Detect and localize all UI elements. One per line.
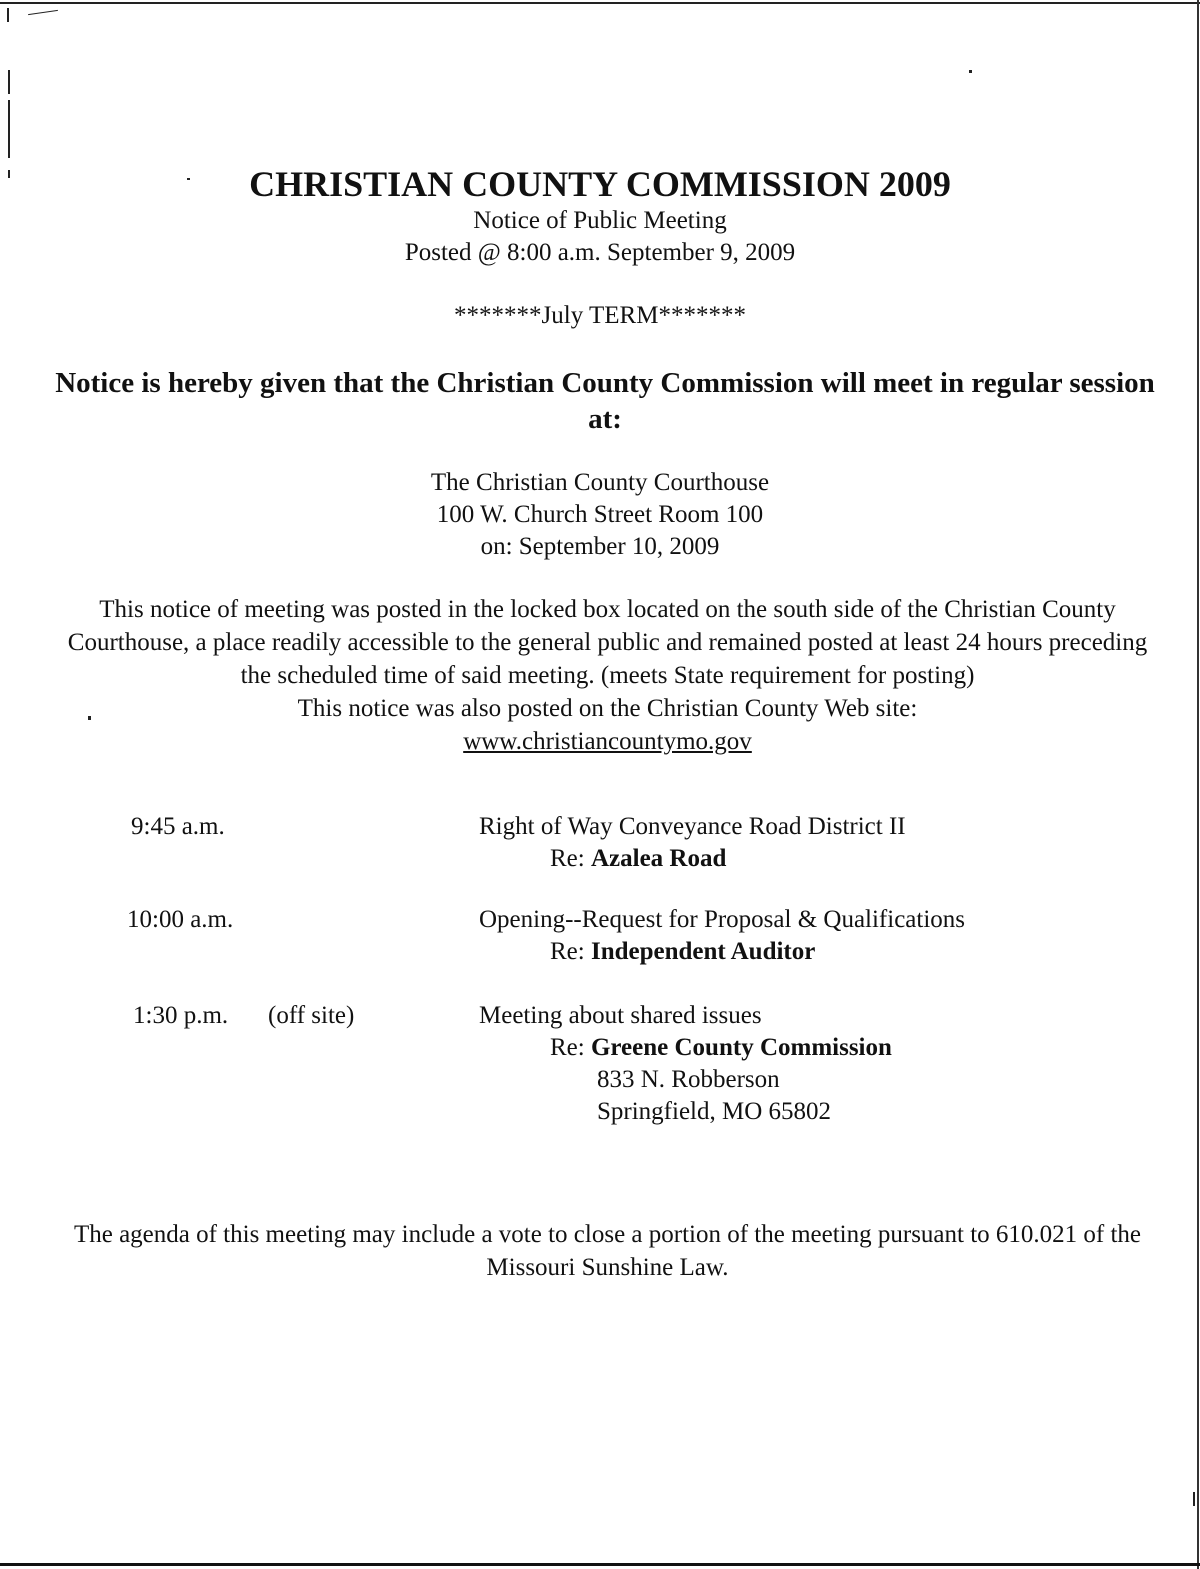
scan-mark bbox=[1193, 1492, 1195, 1506]
re-subject: Greene County Commission bbox=[590, 1034, 892, 1061]
agenda-item bbox=[479, 1000, 892, 1128]
notice-subtitle: Notice of Public Meeting bbox=[473, 207, 727, 234]
scan-mark bbox=[969, 70, 972, 73]
location-building: The Christian County Courthouse bbox=[430, 469, 770, 496]
agenda-re-line bbox=[479, 936, 965, 968]
session-notice: Notice is hereby given that the Christian County Commission will meet in regular session at: bbox=[55, 367, 1155, 435]
scan-border-bottom bbox=[0, 1563, 1200, 1566]
agenda-note: (off site) bbox=[268, 1002, 355, 1029]
agenda-re-line bbox=[479, 1032, 892, 1064]
closing-statement: The agenda of this meeting may include a vote to close a portion of the meeting pursuant to 610.021 of the Missouri Sunshine Law. bbox=[73, 1221, 1142, 1281]
website-link[interactable]: www.christiancountymo.gov bbox=[463, 728, 752, 755]
agenda-description: Opening--Request for Proposal & Qualifications bbox=[479, 906, 966, 933]
agenda-time: 9:45 a.m. bbox=[131, 813, 225, 840]
re-prefix: Re: bbox=[550, 845, 591, 872]
re-prefix: Re: bbox=[550, 1034, 591, 1061]
re-subject: Azalea Road bbox=[590, 845, 727, 872]
agenda-address-line: 833 N. Robberson bbox=[597, 1066, 780, 1093]
agenda-re-line bbox=[479, 843, 906, 875]
scan-mark bbox=[8, 70, 10, 94]
scan-mark bbox=[28, 10, 58, 15]
page-title: CHRISTIAN COUNTY COMMISSION 2009 bbox=[249, 164, 951, 204]
location-street: 100 W. Church Street Room 100 bbox=[436, 501, 764, 528]
agenda-address-line: Springfield, MO 65802 bbox=[597, 1098, 832, 1125]
scan-mark bbox=[8, 100, 10, 158]
scan-border-top bbox=[0, 2, 1200, 4]
meeting-location bbox=[0, 467, 1200, 563]
agenda-description: Meeting about shared issues bbox=[479, 1002, 762, 1029]
web-posting-line: This notice was also posted on the Christian County Web site: bbox=[297, 695, 918, 722]
agenda-time: 1:30 p.m. bbox=[133, 1002, 229, 1029]
agenda-item bbox=[479, 904, 965, 968]
agenda-item bbox=[479, 811, 906, 875]
term-label: *******July TERM******* bbox=[454, 302, 746, 329]
posted-timestamp: Posted @ 8:00 a.m. September 9, 2009 bbox=[404, 239, 796, 266]
posting-statement bbox=[50, 593, 1165, 758]
location-date: on: September 10, 2009 bbox=[480, 533, 720, 560]
agenda-time: 10:00 a.m. bbox=[127, 906, 234, 933]
posting-paragraph: This notice of meeting was posted in the locked box located on the south side of the Christian County Courthouse, a place readily accessible to the general public and remained posted at least 24 hours preceding the scheduled time of said meeting. (meets State requirement for posting) bbox=[67, 596, 1148, 689]
agenda-description: Right of Way Conveyance Road District II bbox=[479, 813, 906, 840]
re-prefix: Re: bbox=[550, 938, 591, 965]
re-subject: Independent Auditor bbox=[590, 938, 816, 965]
scan-mark bbox=[7, 8, 9, 22]
